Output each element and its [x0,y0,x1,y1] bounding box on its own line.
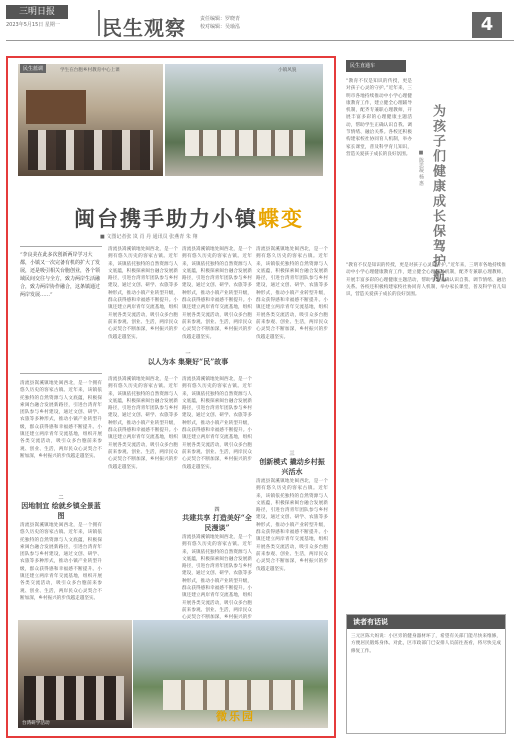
proofreader-line: 校对编辑：吴瑜泓 [200,24,241,30]
subhead-4-number: 四 [214,507,220,513]
right-column-title[interactable]: 为孩子们健康成长保驾护航 [430,104,445,284]
houses-shape [185,130,305,156]
article-body-col-1b: 清流县嵩溪镇地处闽西北，是一个拥有悠久历史的客家古镇。近年来，该镇依托独特的自然资源与人文底蕴，积极探索闽台融合发展新路径，引进台湾青年团队参与乡村建设，通过文创、研学、农旅等多种形式，推动小镇产业转型升级，群众获得感和幸福感不断提升。小镇还建立两岸青年交流基地，组织开展各类交流活动，吸引众多台胞前来参观、创业、生活，两岸民众心灵契合不断加深，乡村振兴的步伐越走越坚实。 [20,381,102,459]
article-body-col-3b: 清流县嵩溪镇地处闽西北，是一个拥有悠久历史的客家古镇。近年来，该镇依托独特的自然资源与人文底蕴，积极探索闽台融合发展新路径，引进台湾青年团队参与乡村建设，通过文创、研学、农旅等多种形式，推动小镇产业转型升级，群众获得感和幸福感不断提升。小镇还建立两岸青年交流基地，组织开展各类交流活动，吸引众多台胞前来参观、创业、生活，两岸民众心灵契合不断加深，乡村振兴的步伐越走越坚实。 [182,377,252,470]
subhead-4-text: 共建共享 打造美好“全民漫谈” [182,513,252,532]
article-body-col-3c: 清流县嵩溪镇地处闽西北，是一个拥有悠久历史的客家古镇。近年来，该镇依托独特的自然资源与人文底蕴，积极探索闽台融合发展新路径，引进台湾青年团队参与乡村建设，通过文创、研学、农旅等多种形式，推动小镇产业转型升级，群众获得感和幸福感不断提升。小镇还建立两岸青年交流基地，组织开展各类交流活动，吸引众多台胞前来参观、创业、生活，两岸民众心灵契合不断加深，乡村振兴的步伐越走越坚实。 [256,479,328,572]
header-divider [6,40,514,41]
headline-main: 闽台携手助力小镇 [74,206,258,231]
page-number: 4 [472,12,502,38]
subhead-4 [182,506,252,533]
study-tour-photo [18,620,132,728]
right-column-author: ■ 陈思凝 杨 惠 [418,150,424,186]
masthead: 三明日报 [6,5,68,19]
right-column-tag: 民生直通车 [346,60,406,72]
reader-comment-box [346,614,506,734]
visitors-shape [24,676,124,720]
park-gate-photo [133,620,328,728]
issue-date: 2023年5月15日 星期一 [6,22,60,28]
bottom-left-photo-caption: 台湾研学活动 [22,721,50,726]
article-tag: 民生蓝调 [20,64,46,73]
subhead-2 [20,494,102,521]
pull-quote: “李良美在此多次创新两岸学习大都，小镇又一次完备有机的扩大了发展，还是吸引相关台胞创业，各个领域民间交往与全方，致力两岸生活融合，致力两岸协作融合，这条镇通过两岸发展……” [20,246,102,374]
town-view-photo [165,64,323,176]
right-body-main: “教育不仅是知识的传授，更是对孩子心灵的守护。”近年来，三明市各地持续推动中小学心理健康教育工作，建立健全心理辅导机制，配齐专兼职心理教师，开展丰富多彩的心理健康主题活动，帮助学生正确认识自我、调节情绪、融洽关系。各校还积极构建家校社协同育人机制，举办家长课堂，普及科学育儿知识，营造关爱孩子成长的良好氛围。 [346,263,506,298]
article-body-col-2a: 清流县嵩溪镇地处闽西北，是一个拥有悠久历史的客家古镇。近年来，该镇依托独特的自然资源与人文底蕴，积极探索闽台融合发展新路径，引进台湾青年团队参与乡村建设，通过文创、研学、农旅等多种形式，推动小镇产业转型升级，群众获得感和幸福感不断提升。小镇还建立两岸青年交流基地，组织开展各类交流活动，吸引众多台胞前来参观、创业、生活，两岸民众心灵契合不断加深，乡村振兴的步伐越走越坚实。 [182,247,252,340]
article-headline[interactable] [74,203,304,233]
editor-line: 责任编辑：罗晓青 [200,16,241,22]
subhead-2-text: 因地制宜 绘就乡镇全景蓝图 [21,501,101,520]
section-title: 民生观察 [102,16,186,40]
classroom-photo [18,64,163,176]
subhead-1 [130,350,246,367]
top-right-photo-caption: 小镇风貌 [278,68,297,73]
top-photo-caption: 学生在台胞乡村教育中心上课 [60,68,120,73]
buildings-shape [163,680,303,710]
article-body-col-2c: 清流县嵩溪镇地处闽西北，是一个拥有悠久历史的客家古镇。近年来，该镇依托独特的自然资源与人文底蕴，积极探索闽台融合发展新路径，引进台湾青年团队参与乡村建设，通过文创、研学、农旅等多种形式，推动小镇产业转型升级，群众获得感和幸福感不断提升。小镇还建立两岸青年交流基地，组织开展各类交流活动，吸引众多台胞前来参观、创业、生活，两岸民众心灵契合不断加深，乡村振兴的步 [182,535,252,621]
section-divider [98,10,100,36]
headline-accent: 蝶变 [258,206,304,231]
subhead-3-number: 三 [289,451,295,457]
subhead-3-text: 创新模式 撬动乡村振兴活水 [259,457,325,476]
subhead-1-text: 以人为本 集聚好“民”故事 [147,357,229,366]
article-body-col-2b: 清流县嵩溪镇地处闽西北，是一个拥有悠久历史的客家古镇。近年来，该镇依托独特的自然资源与人文底蕴，积极探索闽台融合发展新路径，引进台湾青年团队参与乡村建设，通过文创、研学、农旅等多种形式，推动小镇产业转型升级，群众获得感和幸福感不断提升。小镇还建立两岸青年交流基地，组织开展各类交流活动，吸引众多台胞前来参观、创业、生活，两岸民众心灵契合不断加深，乡村振兴的步伐越走越坚实。 [108,377,178,470]
gate-sign-text: 微乐园 [216,710,255,723]
right-body-col-1a: “教育不仅是知识的传授，更是对孩子心灵的守护。”近年来，三明市各地持续推动中小学心理健康教育工作，建立健全心理辅导机制，配齐专兼职心理教师，开展丰富多彩的心理健康主题活动，帮助学生正确认识自我、调节情绪、融洽关系。各校还积极构建家校社协同育人机制，举办家长课堂，普及科学育儿知识，营造关爱孩子成长的良好氛围。 [346,79,412,157]
article-byline: ■ 文图记者张 岚 肖 丹 通讯员 张燕青 朱 翔 [100,234,198,240]
subhead-2-number: 二 [58,495,64,501]
subhead-1-number: 一 [185,351,191,357]
article-body-col-1a: 清流县嵩溪镇地处闽西北，是一个拥有悠久历史的客家古镇。近年来，该镇依托独特的自然资源与人文底蕴，积极探索闽台融合发展新路径，引进台湾青年团队参与乡村建设，通过文创、研学、农旅等多种形式，推动小镇产业转型升级，群众获得感和幸福感不断提升。小镇还建立两岸青年交流基地，组织开展各类交流活动，吸引众多台胞前来参观、创业、生活，两岸民众心灵契合不断加深，乡村振兴的步伐越走越坚实。 [108,247,178,340]
bookshelf-shape [26,90,86,124]
students-shape [28,130,153,170]
article-body-col-3a: 清流县嵩溪镇地处闽西北，是一个拥有悠久历史的客家古镇。近年来，该镇依托独特的自然资源与人文底蕴，积极探索闽台融合发展新路径，引进台湾青年团队参与乡村建设，通过文创、研学、农旅等多种形式，推动小镇产业转型升级，群众获得感和幸福感不断提升。小镇还建立两岸青年交流基地，组织开展各类交流活动，吸引众多台胞前来参观、创业、生活，两岸民众心灵契合不断加深，乡村振兴的步伐越走越坚实。 [256,247,328,340]
editor-info [200,15,240,31]
article-body-col-1c: 清流县嵩溪镇地处闽西北，是一个拥有悠久历史的客家古镇。近年来，该镇依托独特的自然资源与人文底蕴，积极探索闽台融合发展新路径，引进台湾青年团队参与乡村建设，通过文创、研学、农旅等多种形式，推动小镇产业转型升级，群众获得感和幸福感不断提升。小镇还建立两岸青年交流基地，组织开展各类交流活动，吸引众多台胞前来参观、创业、生活，两岸民众心灵契合不断加深，乡村振兴的步伐越走越坚实。 [20,523,102,601]
subhead-3 [256,450,328,477]
reader-comment-header: 读者有话说 [347,615,505,629]
reader-comment-text: 三元区陈大妈说：小区旁的健身器材坏了，希望有关部门能尽快来维修，方便居民锻炼身体。对此，区市政部门已安排人员前往查看，将尽快完成修复工作。 [351,634,501,654]
